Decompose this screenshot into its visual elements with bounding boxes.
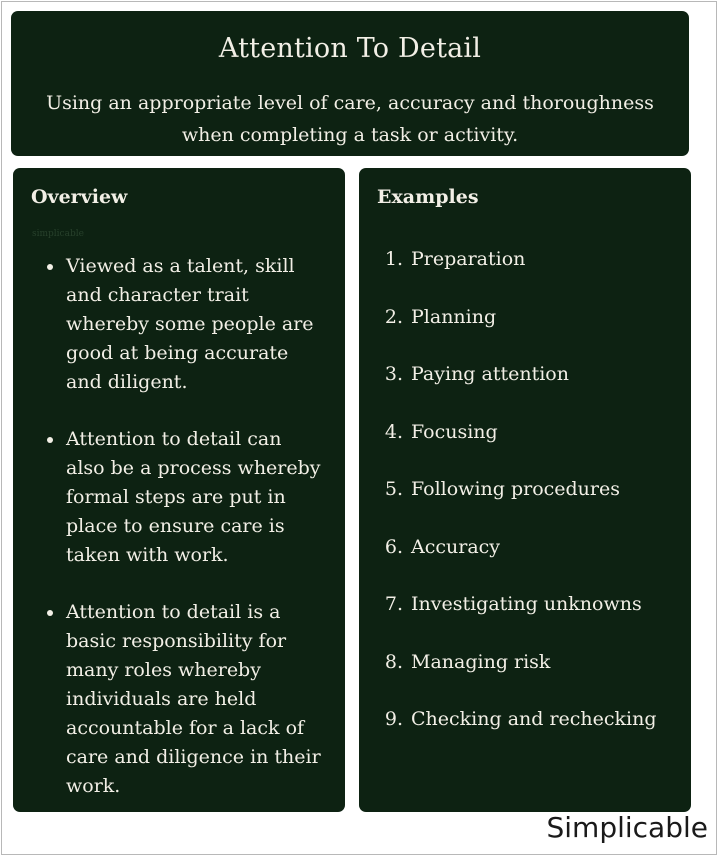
overview-bullet (13, 598, 345, 801)
example-item (359, 589, 691, 647)
example-item (359, 359, 691, 417)
bullet-line: accountable for a lack of (66, 717, 305, 739)
page-title: Attention To Detail (218, 33, 482, 64)
bullet-line: place to ensure care is (66, 515, 285, 537)
example-number: 4. (384, 420, 403, 443)
example-label: Planning (411, 305, 497, 328)
bullet-icon (47, 264, 53, 270)
overview-list (13, 252, 345, 829)
bullet-line: Attention to detail is a (66, 601, 281, 623)
example-item (359, 704, 691, 762)
bullet-line: good at being accurate (66, 342, 289, 364)
header-panel (11, 11, 689, 156)
bullet-line: Viewed as a talent, skill (66, 255, 295, 277)
example-number: 9. (384, 708, 403, 730)
examples-heading: Examples (377, 186, 479, 208)
example-label: Investigating unknowns (411, 593, 642, 615)
bullet-line: whereby some people are (66, 313, 314, 335)
examples-list (359, 244, 691, 762)
bullet-icon (47, 610, 53, 616)
bullet-line: Attention to detail can (66, 428, 282, 450)
example-item (359, 532, 691, 590)
example-label: Managing risk (411, 650, 551, 673)
page-subtitle (31, 87, 669, 151)
subtitle-line: when completing a task or activity. (181, 124, 519, 146)
example-item (359, 244, 691, 302)
example-label: Paying attention (411, 363, 569, 385)
example-number: 3. (384, 363, 403, 385)
bullet-line: and diligent. (66, 371, 188, 393)
example-number: 2. (384, 305, 403, 328)
example-item (359, 302, 691, 360)
example-label: Accuracy (411, 535, 501, 558)
bullet-line: work. (66, 775, 121, 797)
example-number: 5. (384, 478, 403, 500)
example-label: Preparation (411, 248, 526, 270)
overview-bullet (13, 252, 345, 397)
bullet-line: basic responsibility for (66, 630, 287, 652)
example-item (359, 417, 691, 475)
example-number: 1. (384, 248, 403, 270)
bullet-line: and character trait (66, 284, 249, 306)
examples-panel (359, 168, 691, 812)
example-item (359, 647, 691, 705)
example-label: Focusing (411, 420, 498, 443)
watermark-text: simplicable (32, 229, 84, 239)
example-number: 6. (384, 535, 403, 558)
example-number: 8. (384, 650, 403, 673)
example-number: 7. (384, 593, 403, 615)
subtitle-line: Using an appropriate level of care, accuracy and thoroughness (46, 92, 654, 114)
example-label: Following procedures (411, 478, 620, 500)
example-label: Checking and rechecking (411, 708, 657, 730)
bullet-line: individuals are held (66, 688, 257, 710)
bullet-line: taken with work. (66, 544, 229, 566)
overview-panel (13, 168, 345, 812)
bullet-line: formal steps are put in (66, 486, 286, 508)
brand-logo: Simplicable (546, 811, 708, 844)
bullet-icon (47, 437, 53, 443)
bullet-line: many roles whereby (66, 659, 261, 681)
example-item (359, 474, 691, 532)
bullet-line: also be a process whereby (66, 457, 321, 479)
overview-heading: Overview (31, 186, 128, 208)
bullet-line: care and diligence in their (66, 746, 321, 768)
overview-bullet (13, 425, 345, 570)
